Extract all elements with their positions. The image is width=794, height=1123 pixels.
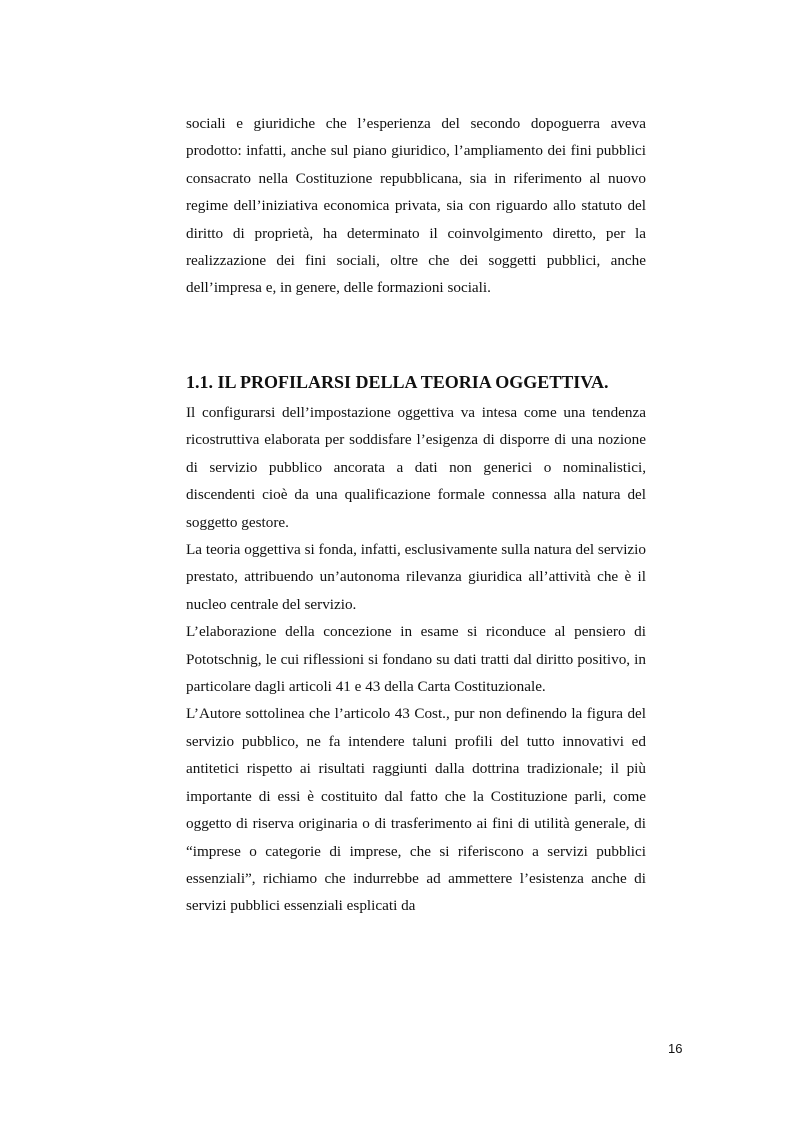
body-paragraph-3: L’elaborazione della concezione in esame si riconduce al pensiero di Pototschnig, le cui riflessioni si fondano su dati tratti dal diritto positivo, in particolare dagli articoli 41 e 43 della Carta Costituzionale.	[186, 623, 646, 696]
intro-text-block	[186, 110, 646, 302]
body-paragraph-2: La teoria oggettiva si fonda, infatti, esclusivamente sulla natura del servizio prestato, attribuendo un’autonoma rilevanza giuridica all’attività che è il nucleo centrale del servizio.	[186, 541, 646, 613]
page-number: 16	[668, 1041, 683, 1056]
section-body	[186, 399, 646, 920]
section-heading: 1.1. IL PROFILARSI DELLA TEORIA OGGETTIVA.	[186, 372, 609, 392]
body-paragraph-4: L’Autore sottolinea che l’articolo 43 Cost., pur non definendo la figura del servizio pubblico, ne fa intendere taluni profili del tutto innovativi ed antitetici rispetto ai risultati raggiunti dalla dottrina tradizionale; il più importante di essi è costituito dal fatto che la Costituzione parli, come oggetto di riserva originaria o di trasferimento ai fini di utilità generale, di “imprese o categorie di imprese, che si riferiscono a servizi pubblici essenziali”, richiamo che indurrebbe ad ammettere l’esistenza anche di servizi pubblici essenziali esplicati da	[186, 705, 646, 915]
intro-paragraph: sociali e giuridiche che l’esperienza del secondo dopoguerra aveva prodotto: infatti, anche sul piano giuridico, l’ampliamento dei fini pubblici consacrato nella Costituzione repubblicana, sia in riferimento al nuovo regime dell’iniziativa economica privata, sia con riguardo allo statuto del diritto di proprietà, ha determinato il coinvolgimento diretto, per la realizzazione dei fini sociali, oltre che dei soggetti pubblici, anche dell’impresa e, in genere, delle formazioni sociali.	[186, 115, 646, 297]
body-paragraph-1: Il configurarsi dell’impostazione oggettiva va intesa come una tendenza ricostruttiva elaborata per soddisfare l’esigenza di disporre di una nozione di servizio pubblico ancorata a dati non generici o nominalistici, discendenti cioè da una qualificazione formale connessa alla natura del soggetto gestore.	[186, 404, 646, 531]
